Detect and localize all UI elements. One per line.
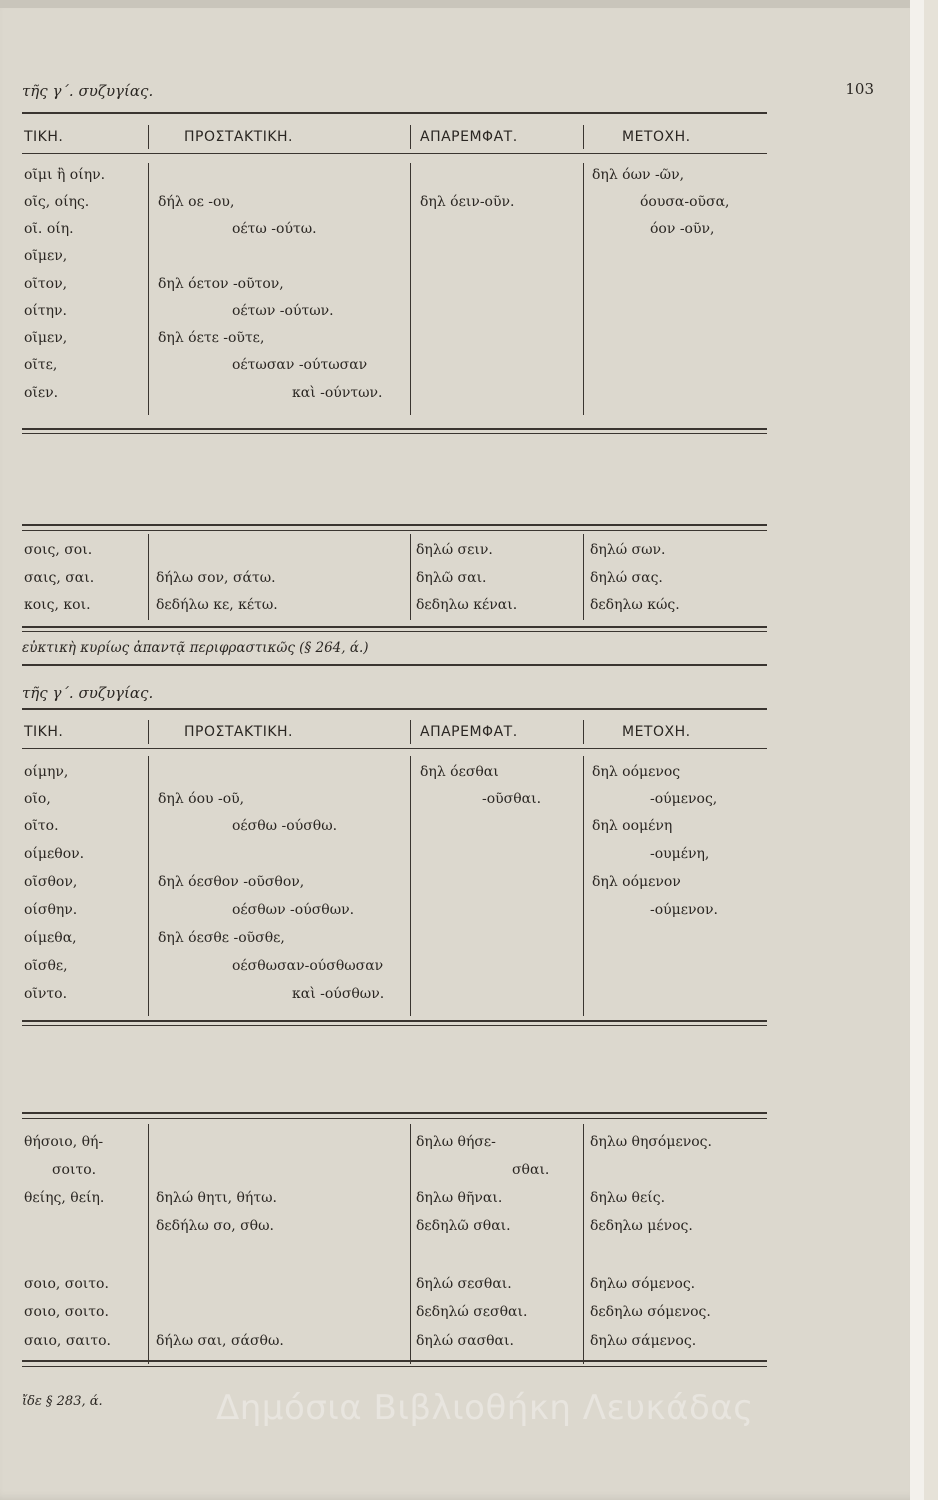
table1-cell: δηλ όειν-οῦν. — [420, 194, 515, 210]
table1-cell: οῖ. οίη. — [24, 221, 74, 237]
table3-cell: οίμεθον. — [24, 846, 85, 862]
table4-cell: σοιο, σοιτο. — [24, 1304, 109, 1320]
table4-column-divider — [583, 1124, 584, 1364]
table4-cell: δηλώ θητι, θήτω. — [156, 1190, 277, 1206]
table2-cell: σοις, σοι. — [24, 542, 93, 558]
table3-cell: οῖντο. — [24, 986, 68, 1002]
table3-cell: οίσθην. — [24, 902, 78, 918]
table1-cell: οῖμεν, — [24, 330, 68, 346]
table1-cell: καὶ -ούντων. — [292, 385, 383, 401]
table4-column-divider — [410, 1124, 411, 1364]
table3-column-divider — [583, 756, 584, 1016]
table4-cell: δηλώ σασθαι. — [416, 1333, 514, 1349]
table3-bottom-rule — [22, 1025, 767, 1026]
table3-cell: οίμεθα, — [24, 930, 77, 946]
footnote: ἴδε § 283, ά. — [22, 1394, 103, 1409]
table4-cell: σοιτο. — [52, 1162, 97, 1178]
table4-cell: δηλω θείς. — [590, 1190, 666, 1206]
table3-cell: δηλ όεσθον -οῦσθον, — [158, 874, 305, 890]
table1-cell: δηλ όετε -οῦτε, — [158, 330, 265, 346]
table3-header-divider — [148, 720, 149, 744]
table4-cell: θήσοιο, θή- — [24, 1134, 104, 1150]
table3-cell: οέσθων -ούσθων. — [232, 902, 355, 918]
page-number: 103 — [845, 80, 874, 98]
table1-cell: οῖτε, — [24, 357, 58, 373]
table4-cell: σαιο, σαιτο. — [24, 1333, 111, 1349]
table4-cell: σοιο, σοιτο. — [24, 1276, 109, 1292]
table4-cell: δεδήλω σο, σθω. — [156, 1218, 274, 1234]
table3-cell: οῖσθε, — [24, 958, 68, 974]
table1-header-3: ΑΠΑΡΕΜΦΑΤ. — [420, 129, 518, 145]
table1-cell: οέτων -ούτων. — [232, 303, 334, 319]
page-fore-edge — [910, 0, 924, 1500]
table3-header-rule — [22, 748, 767, 749]
table3-top-rule — [22, 708, 767, 710]
table3-header-divider — [583, 720, 584, 744]
table1-column-divider — [583, 163, 584, 415]
table2-top-rule — [22, 524, 767, 526]
table1-header-rule — [22, 153, 767, 154]
running-head-2: τῆς γ΄. συζυγίας. — [22, 684, 154, 702]
table2-cell: δηλώ σας. — [590, 570, 663, 586]
table1-cell: δήλ οε -ου, — [158, 194, 235, 210]
table1-cell: όον -οῦν, — [650, 221, 715, 237]
table2-cell: δεδηλω κώς. — [590, 597, 680, 613]
table1-cell: οῖμεν, — [24, 248, 68, 264]
table2-cell: κοις, κοι. — [24, 597, 91, 613]
page-top-edge — [0, 0, 924, 8]
table3-column-divider — [148, 756, 149, 1016]
table3-cell: δηλ οόμενον — [592, 874, 681, 890]
note-rule — [22, 664, 767, 666]
table1-cell: δηλ όων -ῶν, — [592, 167, 685, 183]
table3-cell: δηλ όεσθαι — [420, 764, 499, 780]
table4-cell: δηλω θησόμενος. — [590, 1134, 712, 1150]
table2-column-divider — [148, 534, 149, 620]
table1-header-4: ΜΕΤΟΧΗ. — [622, 129, 691, 145]
table3-header-4: ΜΕΤΟΧΗ. — [622, 724, 691, 740]
table2-bottom-rule — [22, 626, 767, 628]
running-head: τῆς γ΄. συζυγίας. — [22, 82, 154, 100]
library-watermark: Δημόσια Βιβλιοθήκη Λευκάδας — [216, 1388, 754, 1428]
table3-cell: οίμην, — [24, 764, 69, 780]
table1-cell: οῖεν. — [24, 385, 59, 401]
table1-cell: οίτην. — [24, 303, 68, 319]
table1-header-1: ΤΙΚΗ. — [24, 129, 64, 145]
table1-cell: οῖς, οίης. — [24, 194, 90, 210]
table4-cell: δεδηλω σόμενος. — [590, 1304, 711, 1320]
table1-bottom-rule — [22, 428, 767, 430]
table2-cell: δηλώ σων. — [590, 542, 666, 558]
table2-column-divider — [410, 534, 411, 620]
table3-header-1: ΤΙΚΗ. — [24, 724, 64, 740]
table3-cell: οῖτο. — [24, 818, 59, 834]
table4-cell: δεδηλῶ σθαι. — [416, 1218, 511, 1234]
table3-header-divider — [410, 720, 411, 744]
table4-cell: δηλω σόμενος. — [590, 1276, 696, 1292]
table4-cell: δηλώ σεσθαι. — [416, 1276, 512, 1292]
table3-bottom-rule — [22, 1020, 767, 1022]
table3-column-divider — [410, 756, 411, 1016]
table4-bottom-rule — [22, 1360, 767, 1362]
table3-cell: οῖσθον, — [24, 874, 78, 890]
table4-cell: δηλω θῆναι. — [416, 1190, 503, 1206]
table4-cell: σθαι. — [512, 1162, 550, 1178]
table3-cell: -ουμένη, — [650, 846, 710, 862]
table1-header-divider — [148, 125, 149, 149]
table4-cell: θείης, θείη. — [24, 1190, 105, 1206]
table3-cell: -ούμενον. — [650, 902, 718, 918]
table3-cell: -οῦσθαι. — [482, 791, 542, 807]
table4-cell: δηλω σάμενος. — [590, 1333, 697, 1349]
table1-top-rule — [22, 112, 767, 114]
table3-cell: δηλ όεσθε -οῦσθε, — [158, 930, 285, 946]
table3-cell: οέσθω -ούσθω. — [232, 818, 338, 834]
table3-cell: δηλ οόμενος — [592, 764, 681, 780]
table1-cell: οέτω -ούτω. — [232, 221, 317, 237]
table1-cell: δηλ όετον -οῦτον, — [158, 276, 284, 292]
table1-column-divider — [410, 163, 411, 415]
table4-cell: δήλω σαι, σάσθω. — [156, 1333, 284, 1349]
table1-header-2: ΠΡΟΣΤΑΚΤΙΚΗ. — [184, 129, 293, 145]
table3-cell: -ούμενος, — [650, 791, 718, 807]
table2-cell: δηλώ σειν. — [416, 542, 493, 558]
table1-bottom-rule — [22, 433, 767, 434]
table4-bottom-rule — [22, 1366, 767, 1367]
table1-cell: όουσα-οῦσα, — [640, 194, 730, 210]
table4-top-rule — [22, 1112, 767, 1114]
table4-cell: δηλω θήσε- — [416, 1134, 496, 1150]
table4-top-rule — [22, 1118, 767, 1119]
table4-cell: δεδηλω μένος. — [590, 1218, 693, 1234]
table1-header-divider — [410, 125, 411, 149]
table2-bottom-rule — [22, 631, 767, 632]
table3-header-2: ΠΡΟΣΤΑΚΤΙΚΗ. — [184, 724, 293, 740]
table2-cell: δεδηλω κέναι. — [416, 597, 518, 613]
table1-header-divider — [583, 125, 584, 149]
table2-cell: δηλῶ σαι. — [416, 570, 487, 586]
table2-cell: δεδήλω κε, κέτω. — [156, 597, 278, 613]
table2-cell: δήλω σον, σάτω. — [156, 570, 276, 586]
table3-cell: δηλ οομένη — [592, 818, 673, 834]
table3-cell: οέσθωσαν-ούσθωσαν — [232, 958, 384, 974]
table2-cell: σαις, σαι. — [24, 570, 95, 586]
table4-column-divider — [148, 1124, 149, 1364]
table1-cell: οῖτον, — [24, 276, 68, 292]
table1-column-divider — [148, 163, 149, 415]
table3-cell: καὶ -ούσθων. — [292, 986, 385, 1002]
table1-cell: οῖμι ἢ οίην. — [24, 167, 106, 183]
note-line: εὐκτικὴ κυρίως ἀπαντᾷ περιφραστικῶς (§ 264, ά.) — [22, 640, 369, 656]
table3-cell: δηλ όου -οῦ, — [158, 791, 245, 807]
table2-column-divider — [583, 534, 584, 620]
table3-cell: οῖο, — [24, 791, 51, 807]
table2-top-rule — [22, 530, 767, 531]
table1-cell: οέτωσαν -ούτωσαν — [232, 357, 368, 373]
table4-cell: δεδηλώ σεσθαι. — [416, 1304, 528, 1320]
table3-header-3: ΑΠΑΡΕΜΦΑΤ. — [420, 724, 518, 740]
